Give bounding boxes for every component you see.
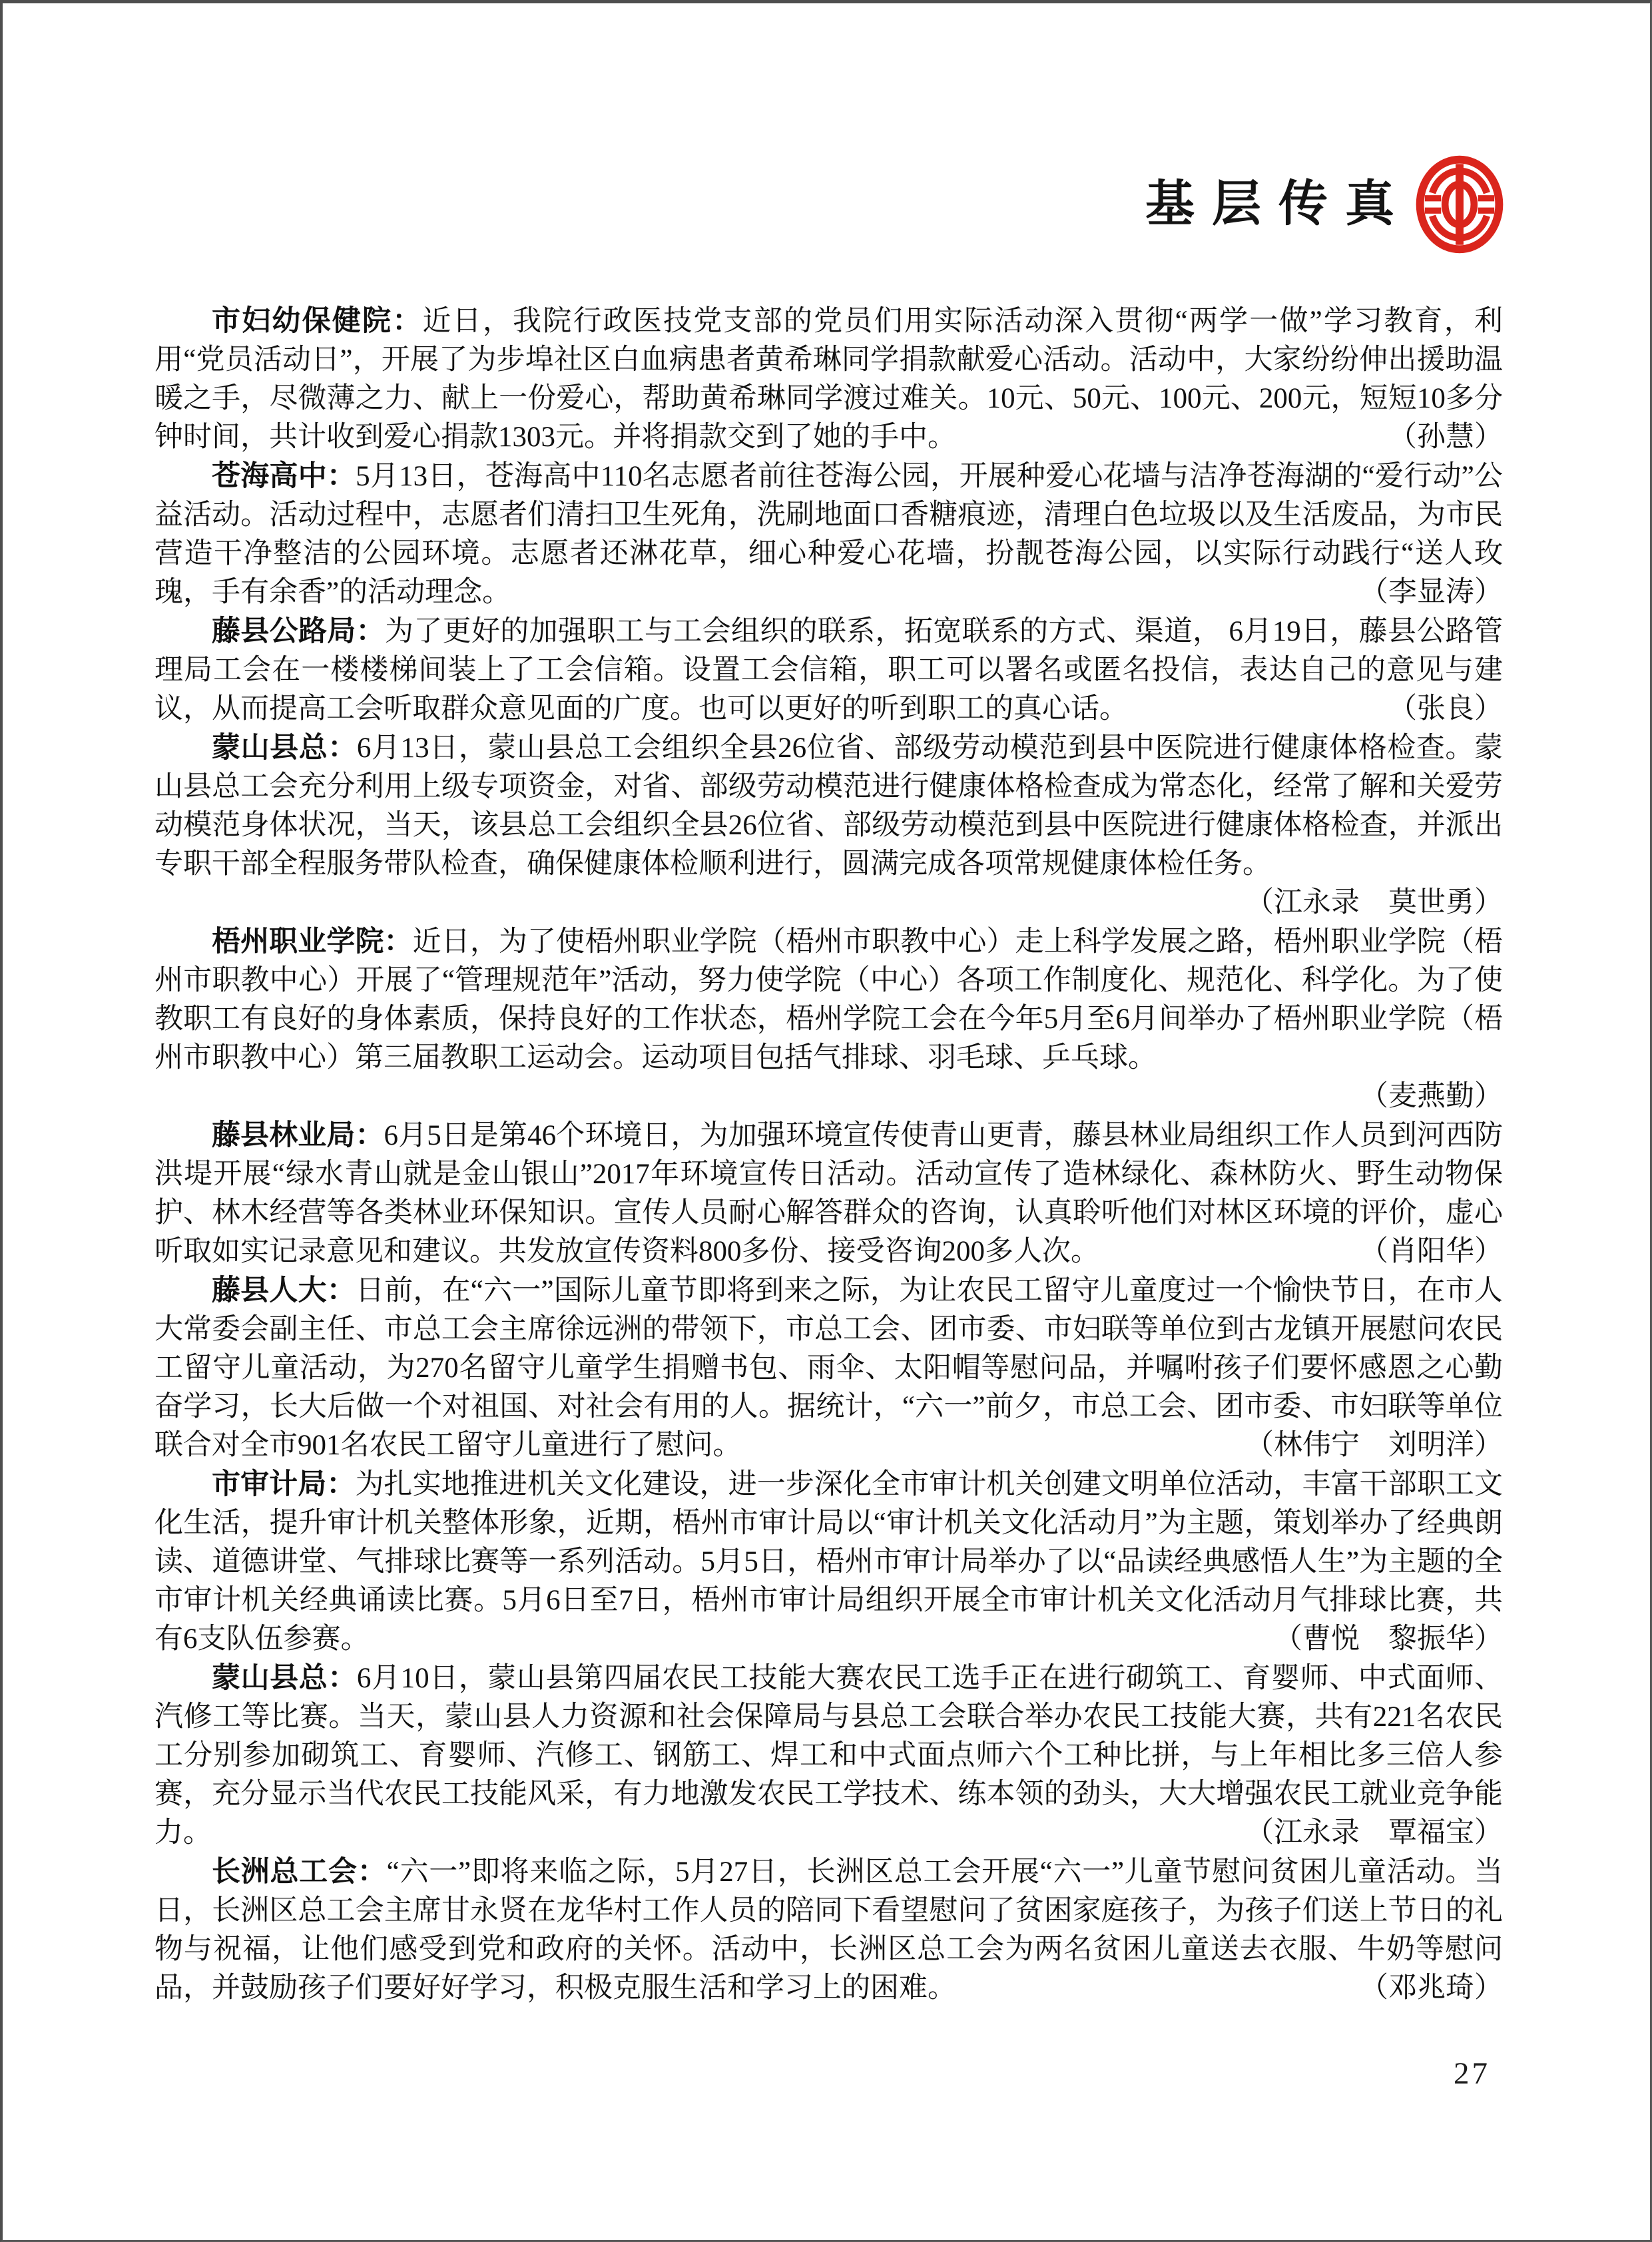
- article-paragraph: [154, 1659, 1503, 1852]
- article-attribution: （张良）: [1388, 693, 1503, 724]
- article-body: 日前，在“六一”国际儿童节即将到来之际，为让农民工留守儿童度过一个愉快节日，在市人大常委会副主任、市总工会主席徐远洲的带领下，市总工会、团市委、市妇联等单位到古龙镇开展慰问农民工留守儿童活动，为270名留守儿童学生捐赠书包、雨伞、太阳帽等慰问品，并嘱咐孩子们要怀感恩之心勤奋学习，长大后做一个对祖国、对社会有用的人。据统计，“六一”前夕，市总工会、团市委、市妇联等单位联合对全市901名农民工留守儿童进行了慰问。: [154, 1275, 1504, 1461]
- article-attribution: （江永录 覃福宝）: [1245, 1817, 1503, 1848]
- article-attribution: （林伟宁 刘明洋）: [1245, 1430, 1503, 1461]
- article-paragraph: [154, 302, 1503, 457]
- article-paragraph: [154, 728, 1503, 922]
- article-body: “六一”即将来临之际，5月27日，长洲区总工会开展“六一”儿童节慰问贫困儿童活动。当日，长洲区总工会主席甘永贤在龙华村工作人员的陪同下看望慰问了贫困家庭孩子，为孩子们送上节日的礼物与祝福，让他们感受到党和政府的关怀。活动中，长洲区总工会为两名贫困儿童送去衣服、牛奶等慰问品，并鼓励孩子们要好好学习，积极克服生活和学习上的困难。: [154, 1856, 1504, 2004]
- articles-column: [154, 302, 1503, 2008]
- article-body: 6月5日是第46个环境日，为加强环境宣传使青山更青，藤县林业局组织工作人员到河西防洪堤开展“绿水青山就是金山银山”2017年环境宣传日活动。活动宣传了造林绿化、森林防火、野生动物保护、林木经营等各类林业环保知识。宣传人员耐心解答群众的咨询，认真聆听他们对林区环境的评价，虚心听取如实记录意见和建议。共发放宣传资料800多份、接受咨询200多人次。: [154, 1120, 1504, 1267]
- article-paragraph: [154, 922, 1503, 1116]
- article-attribution: （麦燕勤）: [1360, 1081, 1503, 1112]
- article-head: 市妇幼保健院：: [212, 305, 423, 337]
- article-attribution: （孙慧）: [1388, 421, 1503, 453]
- article-paragraph: [154, 612, 1503, 728]
- article-head: 蒙山县总：: [212, 1662, 357, 1694]
- article-head: 藤县人大：: [212, 1274, 356, 1306]
- article-body: 近日，我院行政医技党支部的党员们用实际活动深入贯彻“两学一做”学习教育，利用“党员活动日”，开展了为步埠社区白血病患者黄希琳同学捐款献爱心活动。活动中，大家纷纷伸出援助温暖之手，尽微薄之力、献上一份爱心，帮助黄希琳同学渡过难关。10元、50元、100元、200元，短短10多分钟时间，共计收到爱心捐款1303元。并将捐款交到了她的手中。: [154, 306, 1503, 453]
- masthead: [1145, 155, 1504, 254]
- article-attribution: （李显涛）: [1360, 577, 1503, 608]
- article-paragraph: [154, 1116, 1503, 1271]
- article-attribution: （江永录 莫世勇）: [1245, 887, 1503, 918]
- article-head: 苍海高中：: [212, 460, 356, 492]
- article-attribution: （曹悦 黎振华）: [1274, 1623, 1503, 1655]
- page-number: 27: [1454, 2056, 1490, 2091]
- union-logo-icon: [1416, 155, 1504, 254]
- article-body: 近日，为了使梧州职业学院（梧州市职教中心）走上科学发展之路，梧州职业学院（梧州市职教中心）开展了“管理规范年”活动，努力使学院（中心）各项工作制度化、规范化、科学化。为了使教职工有良好的身体素质，保持良好的工作状态，梧州学院工会在今年5月至6月间举办了梧州职业学院（梧州市职教中心）第三届教职工运动会。运动项目包括气排球、羽毛球、乒乓球。: [154, 926, 1504, 1073]
- page-title: 基层传真: [1145, 177, 1412, 232]
- article-head: 藤县林业局：: [212, 1119, 384, 1151]
- article-head: 梧州职业学院：: [212, 926, 413, 958]
- article-body: 为扎实地推进机关文化建设，进一步深化全市审计机关创建文明单位活动，丰富干部职工文化生活，提升审计机关整体形象，近期，梧州市审计局以“审计机关文化活动月”为主题，策划举办了经典朗读、道德讲堂、气排球比赛等一系列活动。5月5日，梧州市审计局举办了以“品读经典感悟人生”为主题的全市审计机关经典诵读比赛。5月6日至7日，梧州市审计局组织开展全市审计机关文化活动月气排球比赛，共有6支队伍参赛。: [154, 1469, 1504, 1655]
- article-paragraph: [154, 1852, 1503, 2008]
- article-attribution: （邓兆琦）: [1360, 1972, 1503, 2004]
- article-head: 长洲总工会：: [212, 1856, 387, 1888]
- article-body: 5月13日，苍海高中110名志愿者前往苍海公园，开展种爱心花墙与洁净苍海湖的“爱行动”公益活动。活动过程中，志愿者们清扫卫生死角，洗刷地面口香糖痕迹，清理白色垃圾以及生活废品，为市民营造干净整洁的公园环境。志愿者还淋花草，细心种爱心花墙，扮靓苍海公园，以实际行动践行“送人玫瑰，手有余香”的活动理念。: [154, 461, 1504, 608]
- article-head: 蒙山县总：: [212, 732, 357, 764]
- article-paragraph: [154, 1465, 1503, 1659]
- article-body: 6月13日，蒙山县总工会组织全县26位省、部级劳动模范到县中医院进行健康体格检查。蒙山县总工会充分利用上级专项资金，对省、部级劳动模范进行健康体格检查成为常态化，经常了解和关爱劳动模范身体状况，当天，该县总工会组织全县26位省、部级劳动模范到县中医院进行健康体格检查，并派出专职干部全程服务带队检查，确保健康体检顺利进行，圆满完成各项常规健康体检任务。: [154, 732, 1504, 880]
- article-attribution: （肖阳华）: [1360, 1236, 1503, 1267]
- article-paragraph: [154, 1271, 1503, 1465]
- article-head: 市审计局：: [212, 1468, 356, 1500]
- article-paragraph: [154, 457, 1503, 612]
- article-body: 为了更好的加强职工与工会组织的联系，拓宽联系的方式、渠道， 6月19日，藤县公路管理局工会在一楼楼梯间装上了工会信箱。设置工会信箱，职工可以署名或匿名投信，表达自己的意见与建议，从而提高工会听取群众意见面的广度。也可以更好的听到职工的真心话。: [154, 616, 1504, 724]
- article-body: 6月10日，蒙山县第四届农民工技能大赛农民工选手正在进行砌筑工、育婴师、中式面师、汽修工等比赛。当天，蒙山县人力资源和社会保障局与县总工会联合举办农民工技能大赛，共有221名农民工分别参加砌筑工、育婴师、汽修工、钢筋工、焊工和中式面点师六个工种比拼，与上年相比多三倍人参赛，充分显示当代农民工技能风采，有力地激发农民工学技术、练本领的劲头，大大增强农民工就业竞争能力。: [154, 1663, 1504, 1848]
- article-head: 藤县公路局：: [212, 615, 385, 647]
